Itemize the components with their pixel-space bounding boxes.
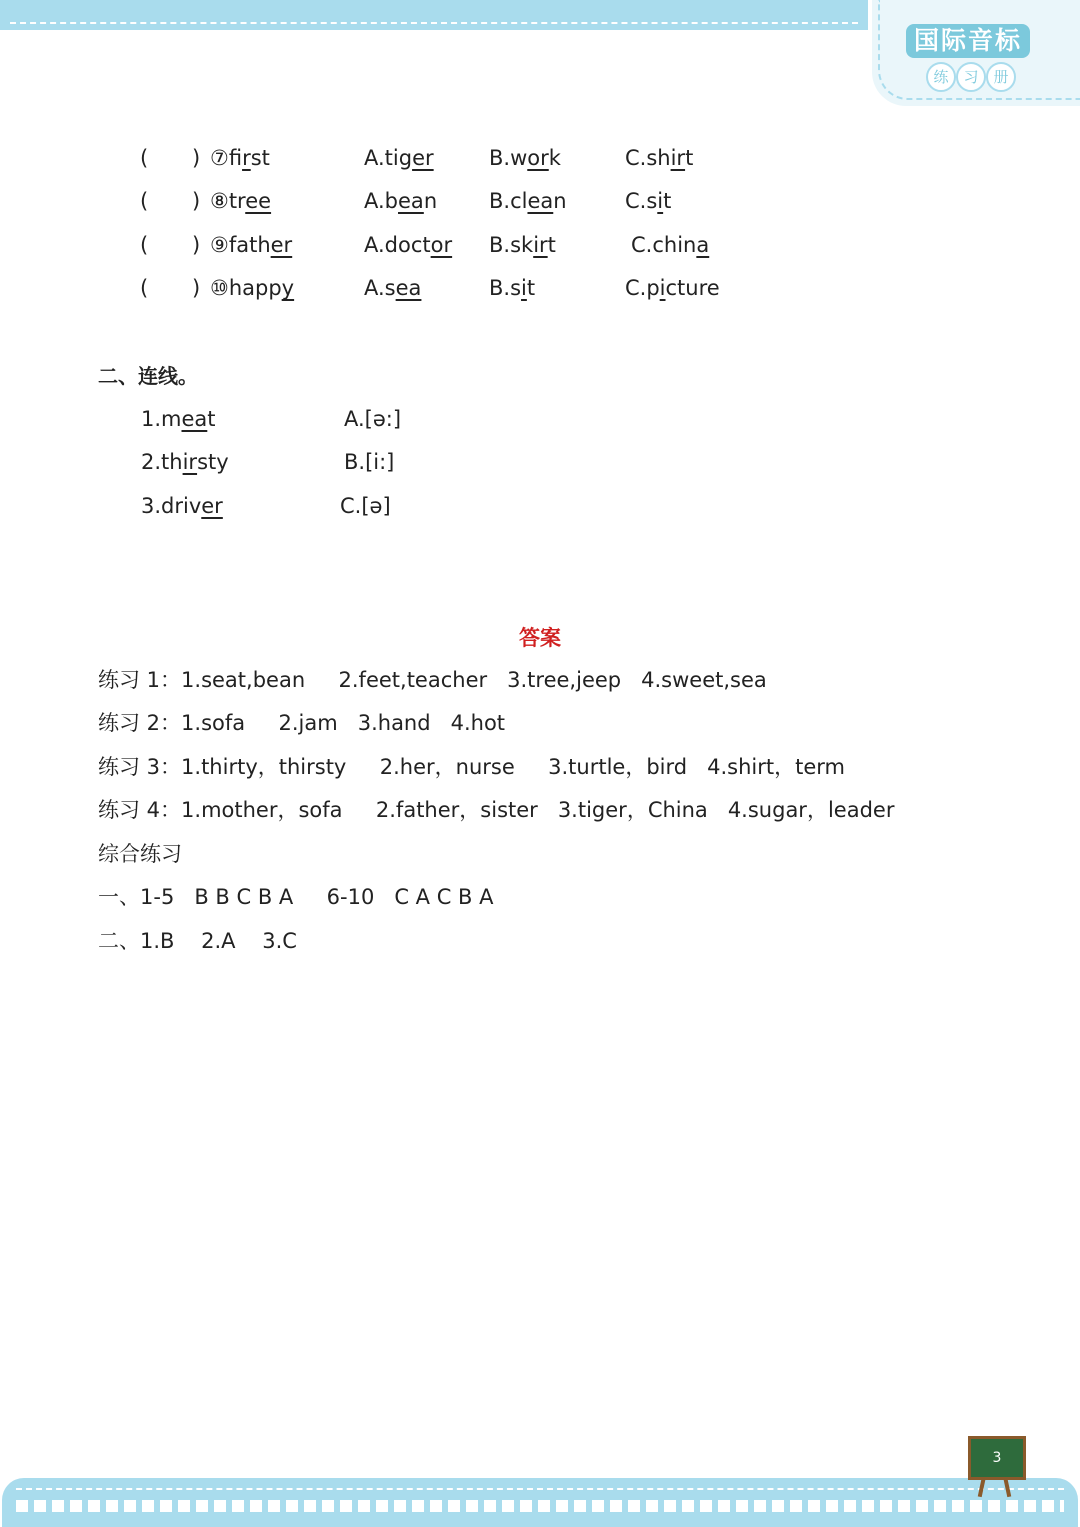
answer-line-2: 练习 2：1.sofa 2.jam 3.hand 4.hot: [98, 711, 506, 735]
badge-subtitle: [926, 62, 1016, 92]
question-word: ⑨father: [210, 233, 293, 257]
match-word-2: 2.thirsty: [141, 450, 229, 474]
option-a: A.bean: [364, 189, 438, 213]
top-banner: [0, 0, 868, 30]
option-b: B.skirt: [489, 233, 556, 257]
match-word-1: 1.meat: [141, 407, 216, 431]
badge-sub-char: 册: [986, 62, 1016, 92]
banner-dash-line: [10, 22, 858, 24]
close-paren: ): [192, 189, 201, 213]
option-c: C.picture: [625, 276, 720, 300]
close-paren: ): [192, 276, 201, 300]
option-c: C.sit: [625, 189, 672, 213]
bottom-square-pattern: [16, 1500, 1064, 1512]
close-paren: ): [192, 146, 201, 170]
answer-line-5: 综合练习: [98, 842, 182, 866]
page-number-board: 3: [968, 1436, 1026, 1480]
option-a: A.doctor: [364, 233, 453, 257]
open-paren: (: [140, 233, 149, 257]
answer-line-7: 二、1.B 2.A 3.C: [98, 929, 297, 953]
option-c: C.shirt: [625, 146, 694, 170]
option-b: B.work: [489, 146, 561, 170]
open-paren: (: [140, 146, 149, 170]
close-paren: ): [192, 233, 201, 257]
answer-line-1: 练习 1：1.seat,bean 2.feet,teacher 3.tree,jeep 4.sweet,sea: [98, 668, 767, 692]
answer-line-3: 练习 3：1.thirty，thirsty 2.her，nurse 3.turtle，bird 4.shirt，term: [98, 755, 845, 779]
question-word: ⑦first: [210, 146, 270, 170]
match-phonetic-b: B.[i:]: [344, 450, 395, 474]
option-a: A.sea: [364, 276, 422, 300]
option-c: C.china: [631, 233, 710, 257]
answer-title: 答案: [519, 626, 561, 650]
match-phonetic-a: A.[ə:]: [344, 407, 402, 431]
match-word-3: 3.driver: [141, 494, 223, 518]
badge-sub-char: 习: [956, 62, 986, 92]
answer-line-4: 练习 4：1.mother，sofa 2.father，sister 3.tiger，China 4.sugar，leader: [98, 798, 895, 822]
option-b: B.sit: [489, 276, 536, 300]
option-b: B.clean: [489, 189, 567, 213]
badge-title: 国际音标: [906, 24, 1030, 58]
badge-sub-char: 练: [926, 62, 956, 92]
section-heading-matching: 二、连线。: [98, 364, 198, 388]
answer-line-6: 一、1-5 B B C B A 6-10 C A C B A: [98, 885, 494, 909]
question-word: ⑩happy: [210, 276, 295, 300]
open-paren: (: [140, 276, 149, 300]
question-word: ⑧tree: [210, 189, 272, 213]
bottom-dash-line: [16, 1488, 1064, 1490]
option-a: A.tiger: [364, 146, 434, 170]
bottom-banner: [2, 1478, 1078, 1527]
match-phonetic-c: C.[ə]: [340, 494, 391, 518]
open-paren: (: [140, 189, 149, 213]
